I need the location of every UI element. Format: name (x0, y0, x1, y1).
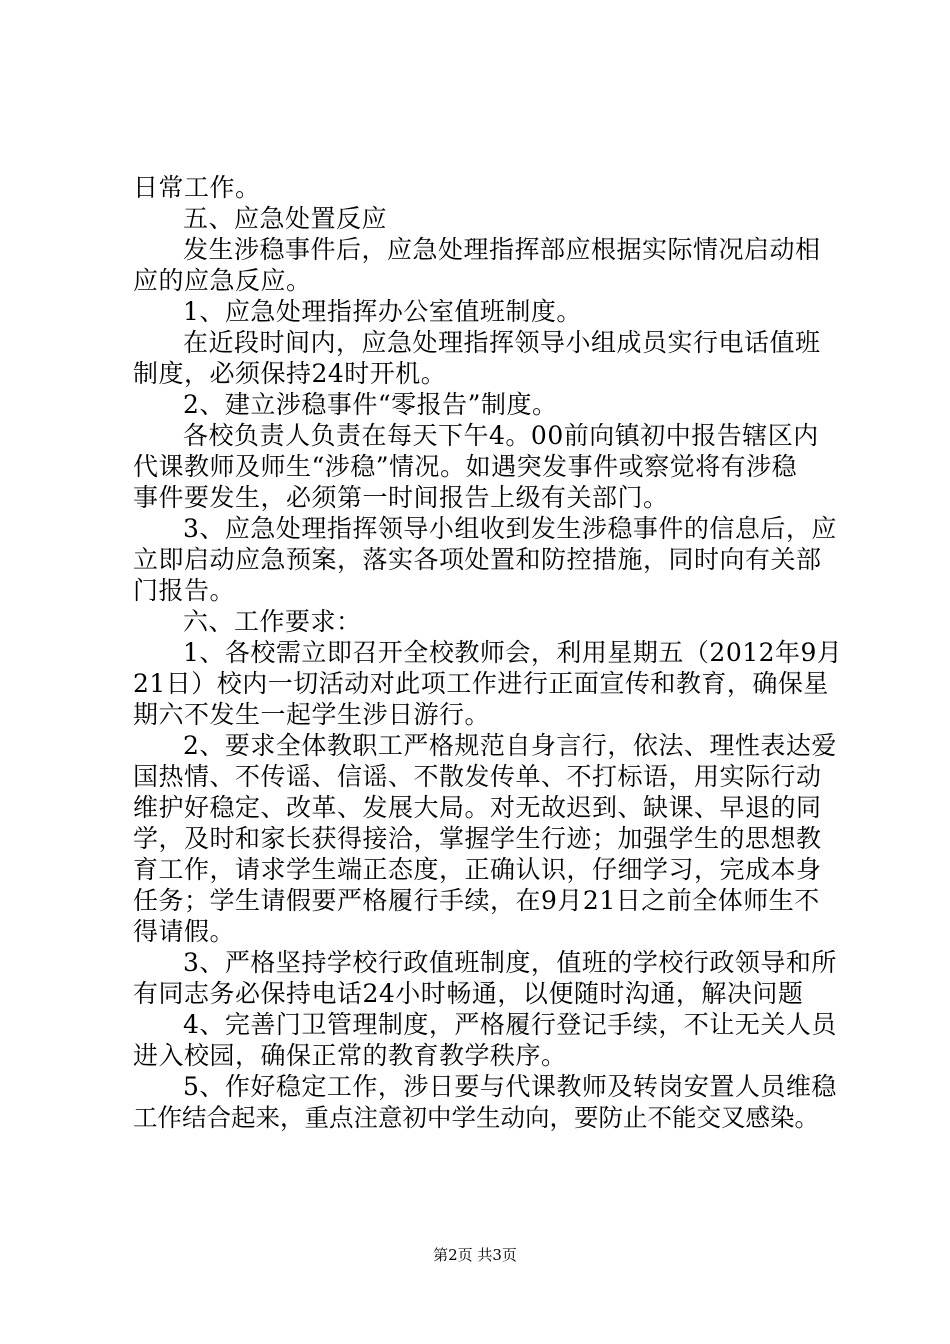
page-number-label: 第2页 共3页 (433, 1246, 517, 1264)
text-line: 国热情、不传谣、信谣、不散发传单、不打标语，用实际行动 (133, 762, 822, 791)
text-line: 日常工作。 (133, 173, 261, 202)
text-line: 3、应急处理指挥领导小组收到发生涉稳事件的信息后，应 (183, 514, 837, 543)
text-line: 有同志务必保持电话24小时畅通，以便随时沟通，解决问题 (133, 979, 804, 1008)
page-footer (0, 1245, 950, 1265)
text-line: 1、应急处理指挥办公室值班制度。 (183, 297, 582, 326)
text-line: 2、建立涉稳事件“零报告”制度。 (183, 390, 558, 419)
text-line: 进入校园，确保正常的教育教学秩序。 (133, 1041, 567, 1070)
text-line: 4、完善门卫管理制度，严格履行登记手续，不让无关人员 (183, 1010, 837, 1039)
text-line: 五、应急处置反应 (183, 204, 388, 233)
text-line: 3、严格坚持学校行政值班制度，值班的学校行政领导和所 (183, 948, 837, 977)
text-line: 育工作，请求学生端正态度，正确认识，仔细学习，完成本身 (133, 855, 822, 884)
text-line: 制度，必须保持24时开机。 (133, 359, 447, 388)
text-line: 发生涉稳事件后，应急处理指挥部应根据实际情况启动相 (183, 235, 821, 264)
text-line: 各校负责人负责在每天下午4。00前向镇初中报告辖区内 (183, 421, 819, 450)
text-line: 5、作好稳定工作，涉日要与代课教师及转岗安置人员维稳 (183, 1072, 837, 1101)
text-line: 2、要求全体教职工严格规范自身言行，依法、理性表达爱 (183, 731, 837, 760)
text-line: 在近段时间内，应急处理指挥领导小组成员实行电话值班 (183, 328, 821, 357)
text-line: 得请假。 (133, 917, 236, 946)
text-line: 1、各校需立即召开全校教师会，利用星期五（2012年9月 (183, 638, 843, 667)
text-line: 应的应急反应。 (133, 266, 312, 295)
text-line: 任务；学生请假要严格履行手续，在9月21日之前全体师生不 (133, 886, 820, 915)
text-line: 期六不发生一起学生涉日游行。 (133, 700, 491, 729)
text-line: 代课教师及师生“涉稳”情况。如遇突发事件或察觉将有涉稳 (133, 452, 798, 481)
text-line: 事件要发生，必须第一时间报告上级有关部门。 (133, 483, 669, 512)
text-line: 门报告。 (133, 576, 236, 605)
text-line: 六、工作要求： (183, 607, 362, 636)
text-line: 21日）校内一切活动对此项工作进行正面宣传和教育，确保星 (133, 669, 829, 698)
text-line: 学，及时和家长获得接洽，掌握学生行迹；加强学生的思想教 (133, 824, 822, 853)
text-line: 工作结合起来，重点注意初中学生动向，要防止不能交叉感染。 (133, 1103, 819, 1132)
text-line: 维护好稳定、改革、发展大局。对无故迟到、缺课、早退的同 (133, 793, 822, 822)
document-body (133, 172, 845, 1133)
text-line: 立即启动应急预案，落实各项处置和防控措施，同时向有关部 (133, 545, 822, 574)
